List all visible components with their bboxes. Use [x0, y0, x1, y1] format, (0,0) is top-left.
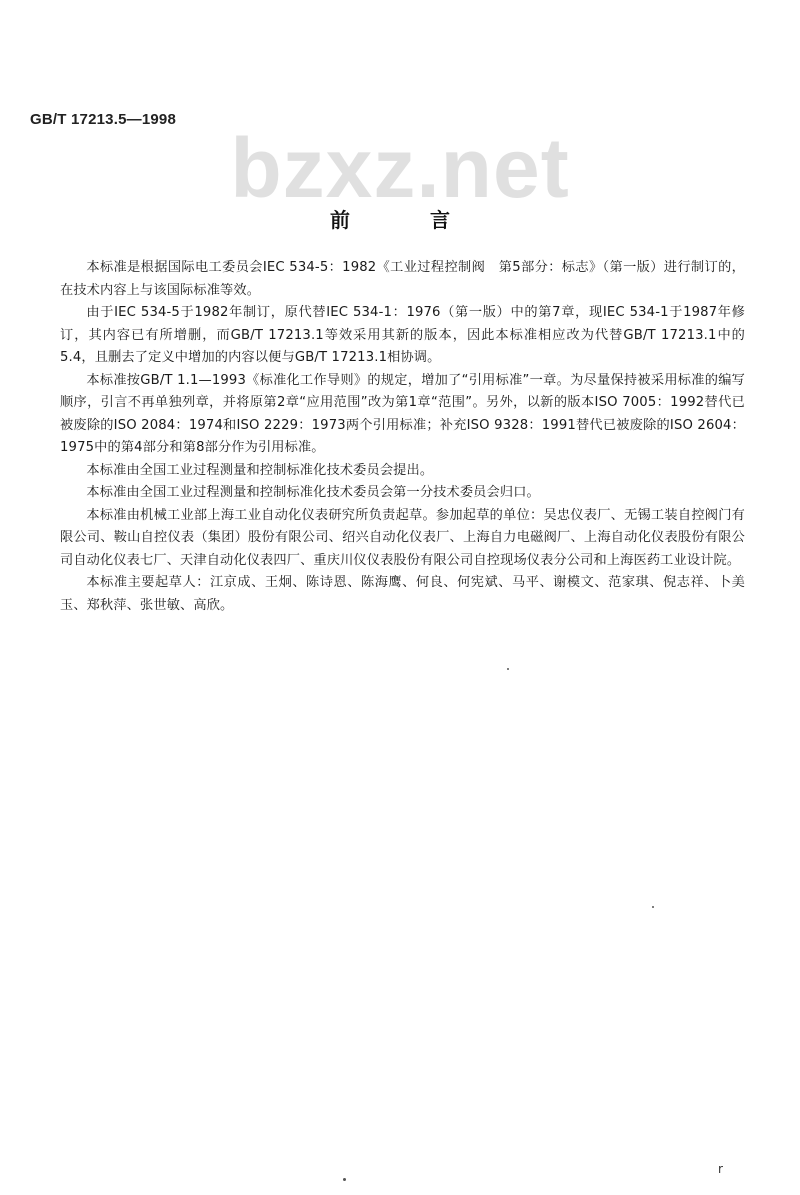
- title-char-2: 言: [430, 208, 450, 232]
- scan-speck: [343, 1178, 346, 1181]
- paragraph-proposer: 本标准由全国工业过程测量和控制标准化技术委员会提出。: [86, 462, 434, 478]
- watermark: bzxz.net: [230, 121, 570, 215]
- paragraph-revision: 由于IEC 534-5于1982年制订，原代替IEC 534-1：1976（第一版）中的第7章，现IEC 534-1于1987年修订，其内容已有所增删，而GB/T 17213.1等效采用其新的版本，因此本标准相应改为代替GB/T 17213.1中的5.4，且删去了定义中增加的内容以便与GB/T 17213.1相协调。: [60, 305, 745, 365]
- paragraph-references: 本标准按GB/T 1.1—1993《标准化工作导则》的规定，增加了“引用标准”一章。为尽量保持被采用标准的编写顺序，引言不再单独列章，并将原第2章“应用范围”改为第1章“范围”。另外，以新的版本ISO 7005：1992替代已被废除的ISO 2084：1974和ISO 2229：1973两个引用标准；补充ISO 9328：1991替代已被废除的ISO 2604：1975中的第4部分和第8部分作为引用标准。: [60, 372, 745, 455]
- title-char-1: 前: [330, 208, 350, 232]
- paragraph-drafters: 本标准主要起草人：江京成、王炯、陈诗恩、陈海鹰、何良、何宪斌、马平、谢模文、范家琪、倪志祥、卜美玉、郑秋萍、张世敏、高欣。: [60, 575, 745, 613]
- paragraph-administrator: 本标准由全国工业过程测量和控制标准化技术委员会第一分技术委员会归口。: [86, 485, 540, 500]
- paragraph-adoption: 本标准是根据国际电工委员会IEC 534-5：1982《工业过程控制阀 第5部分：标志》（第一版）进行制订的，在技术内容上与该国际标准等效。: [60, 260, 745, 298]
- foreword-body: [60, 257, 745, 617]
- paragraph-drafting-units: 本标准由机械工业部上海工业自动化仪表研究所负责起草。参加起草的单位：吴忠仪表厂、无锡工装自控阀门有限公司、鞍山自控仪表（集团）股份有限公司、绍兴自动化仪表厂、上海自力电磁阀厂、上海自动化仪表股份有限公司自动化仪表七厂、天津自动化仪表四厂、重庆川仪仪表股份有限公司自控现场仪表分公司和上海医药工业设计院。: [60, 507, 745, 568]
- scan-speck: [652, 906, 654, 908]
- page-mark: r: [718, 1162, 723, 1176]
- scan-speck: [507, 668, 509, 670]
- page-title: [330, 204, 450, 233]
- standard-code: GB/T 17213.5—1998: [30, 111, 176, 128]
